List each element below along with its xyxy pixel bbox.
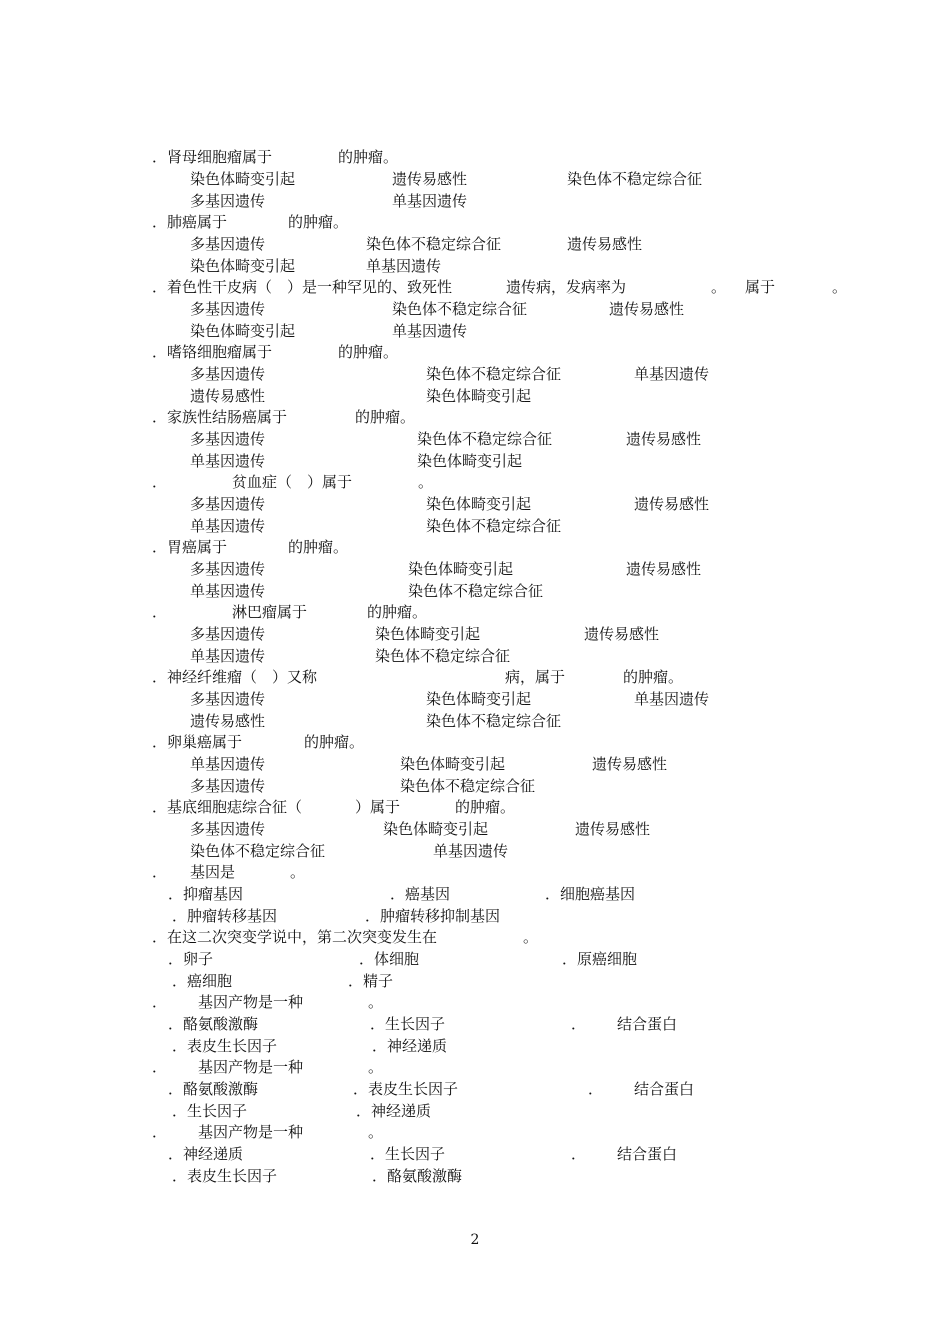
text-segment: 单基因遗传 bbox=[392, 322, 468, 340]
text-segment: 贫血症（ ）属于 bbox=[232, 473, 353, 491]
text-segment: ．抑瘤基因 bbox=[168, 885, 244, 903]
text-segment: 染色体不稳定综合征 bbox=[366, 235, 502, 253]
text-segment: ．肿瘤转移基因 bbox=[172, 907, 278, 925]
text-segment: 染色体畸变引起 bbox=[408, 560, 514, 578]
text-segment: ． bbox=[152, 993, 168, 1011]
text-segment: 单基因遗传 bbox=[366, 257, 442, 275]
text-line bbox=[0, 710, 950, 732]
text-segment: 染色体不稳定综合征 bbox=[408, 582, 544, 600]
text-line bbox=[0, 341, 950, 363]
text-line bbox=[0, 146, 950, 168]
text-segment: 多基因遗传 bbox=[190, 365, 266, 383]
text-line bbox=[0, 428, 950, 450]
text-segment: ．肾母细胞瘤属于 bbox=[152, 148, 273, 166]
text-line bbox=[0, 688, 950, 710]
text-segment: 基因产物是一种 bbox=[198, 1058, 304, 1076]
text-line bbox=[0, 753, 950, 775]
text-segment: 单基因遗传 bbox=[190, 517, 266, 535]
text-segment: 单基因遗传 bbox=[634, 365, 710, 383]
text-segment: ）属于 bbox=[355, 798, 401, 816]
text-segment: 的肿瘤。 bbox=[367, 603, 428, 621]
text-line bbox=[0, 471, 950, 493]
text-segment: 。 bbox=[418, 473, 434, 491]
text-segment: 结合蛋白 bbox=[617, 1145, 678, 1163]
text-segment: 。 bbox=[711, 278, 727, 296]
text-segment: 遗传易感性 bbox=[609, 300, 685, 318]
text-line bbox=[0, 255, 950, 277]
text-segment: ．卵巢癌属于 bbox=[152, 733, 243, 751]
text-segment: 的肿瘤。 bbox=[288, 538, 349, 556]
text-segment: 多基因遗传 bbox=[190, 495, 266, 513]
text-line bbox=[0, 320, 950, 342]
text-line bbox=[0, 233, 950, 255]
text-segment: 结合蛋白 bbox=[617, 1015, 678, 1033]
text-segment: 的肿瘤。 bbox=[338, 343, 399, 361]
text-line bbox=[0, 1100, 950, 1122]
text-segment: ．嗜铬细胞瘤属于 bbox=[152, 343, 273, 361]
text-segment: 染色体畸变引起 bbox=[426, 387, 532, 405]
text-segment: 遗传易感性 bbox=[567, 235, 643, 253]
text-line bbox=[0, 493, 950, 515]
text-line bbox=[0, 731, 950, 753]
text-line bbox=[0, 1013, 950, 1035]
text-segment: ．神经纤维瘤（ ）又称 bbox=[152, 668, 318, 686]
text-line bbox=[0, 1143, 950, 1165]
text-segment: 的肿瘤。 bbox=[288, 213, 349, 231]
text-segment: 染色体不稳定综合征 bbox=[426, 712, 562, 730]
text-segment: 单基因遗传 bbox=[190, 647, 266, 665]
text-segment: 遗传易感性 bbox=[592, 755, 668, 773]
text-line bbox=[0, 1056, 950, 1078]
text-line bbox=[0, 861, 950, 883]
text-line bbox=[0, 515, 950, 537]
text-segment: ． bbox=[152, 473, 168, 491]
text-line bbox=[0, 363, 950, 385]
text-line bbox=[0, 1121, 950, 1143]
text-line bbox=[0, 796, 950, 818]
text-segment: 遗传易感性 bbox=[190, 712, 266, 730]
text-segment: ．癌细胞 bbox=[172, 972, 233, 990]
text-segment: 染色体畸变引起 bbox=[190, 170, 296, 188]
text-segment: 。 bbox=[290, 863, 306, 881]
text-segment: ． bbox=[152, 1123, 168, 1141]
text-segment: 结合蛋白 bbox=[634, 1080, 695, 1098]
text-segment: 病，属于 bbox=[505, 668, 566, 686]
text-segment: 遗传易感性 bbox=[634, 495, 710, 513]
text-segment: 染色体畸变引起 bbox=[400, 755, 506, 773]
text-line bbox=[0, 276, 950, 298]
text-segment: ．表皮生长因子 bbox=[172, 1037, 278, 1055]
text-segment: 的肿瘤。 bbox=[304, 733, 365, 751]
text-segment: 染色体畸变引起 bbox=[426, 690, 532, 708]
text-segment: ．生长因子 bbox=[370, 1015, 446, 1033]
text-segment: 多基因遗传 bbox=[190, 235, 266, 253]
text-line bbox=[0, 580, 950, 602]
text-segment: 基因是 bbox=[190, 863, 236, 881]
text-segment: 遗传易感性 bbox=[575, 820, 651, 838]
text-segment: 染色体不稳定综合征 bbox=[392, 300, 528, 318]
text-segment: ．在这二次突变学说中，第二次突变发生在 bbox=[152, 928, 438, 946]
text-segment: 单基因遗传 bbox=[190, 452, 266, 470]
text-segment: 基因产物是一种 bbox=[198, 1123, 304, 1141]
text-segment: 的肿瘤。 bbox=[455, 798, 516, 816]
text-segment: ．基底细胞痣综合征（ bbox=[152, 798, 303, 816]
text-line bbox=[0, 558, 950, 580]
text-segment: 染色体不稳定综合征 bbox=[426, 365, 562, 383]
text-segment: ．细胞癌基因 bbox=[545, 885, 636, 903]
text-segment: 染色体畸变引起 bbox=[190, 257, 296, 275]
text-line bbox=[0, 298, 950, 320]
text-line bbox=[0, 406, 950, 428]
text-segment: 属于 bbox=[745, 278, 776, 296]
text-segment: 遗传易感性 bbox=[392, 170, 468, 188]
text-segment: 染色体畸变引起 bbox=[426, 495, 532, 513]
text-line bbox=[0, 926, 950, 948]
text-line bbox=[0, 883, 950, 905]
text-segment: 。 bbox=[368, 993, 384, 1011]
text-segment: ．生长因子 bbox=[172, 1102, 248, 1120]
text-segment: ． bbox=[588, 1080, 604, 1098]
text-line bbox=[0, 190, 950, 212]
text-line bbox=[0, 623, 950, 645]
text-segment: 多基因遗传 bbox=[190, 820, 266, 838]
text-line bbox=[0, 168, 950, 190]
text-segment: ．原癌细胞 bbox=[562, 950, 638, 968]
text-segment: 单基因遗传 bbox=[433, 842, 509, 860]
text-segment: 的肿瘤。 bbox=[623, 668, 684, 686]
text-segment: ．肺癌属于 bbox=[152, 213, 228, 231]
text-segment: ．神经递质 bbox=[168, 1145, 244, 1163]
text-line bbox=[0, 601, 950, 623]
text-segment: 染色体不稳定综合征 bbox=[375, 647, 511, 665]
text-segment: 多基因遗传 bbox=[190, 192, 266, 210]
text-segment: 染色体不稳定综合征 bbox=[567, 170, 703, 188]
text-line bbox=[0, 536, 950, 558]
text-segment: ． bbox=[152, 1058, 168, 1076]
text-segment: 多基因遗传 bbox=[190, 560, 266, 578]
text-segment: 多基因遗传 bbox=[190, 300, 266, 318]
text-line bbox=[0, 818, 950, 840]
text-segment: 染色体不稳定综合征 bbox=[426, 517, 562, 535]
text-segment: ． bbox=[152, 603, 168, 621]
text-segment: 。 bbox=[368, 1123, 384, 1141]
text-segment: 遗传易感性 bbox=[190, 387, 266, 405]
text-segment: 单基因遗传 bbox=[190, 582, 266, 600]
text-segment: ．神经递质 bbox=[356, 1102, 432, 1120]
text-segment: ．家族性结肠癌属于 bbox=[152, 408, 288, 426]
text-segment: 染色体不稳定综合征 bbox=[400, 777, 536, 795]
text-line bbox=[0, 905, 950, 927]
text-segment: ．精子 bbox=[348, 972, 394, 990]
text-segment: 淋巴瘤属于 bbox=[232, 603, 308, 621]
text-segment: ．酪氨酸激酶 bbox=[168, 1080, 259, 1098]
text-line bbox=[0, 775, 950, 797]
text-segment: 单基因遗传 bbox=[392, 192, 468, 210]
text-segment: 单基因遗传 bbox=[190, 755, 266, 773]
text-line bbox=[0, 211, 950, 233]
text-segment: ．酪氨酸激酶 bbox=[372, 1167, 463, 1185]
text-segment: 遗传易感性 bbox=[626, 560, 702, 578]
text-segment: 的肿瘤。 bbox=[338, 148, 399, 166]
text-segment: 染色体畸变引起 bbox=[417, 452, 523, 470]
text-segment: 遗传易感性 bbox=[584, 625, 660, 643]
text-segment: 多基因遗传 bbox=[190, 625, 266, 643]
text-segment: ． bbox=[571, 1145, 587, 1163]
text-line bbox=[0, 385, 950, 407]
text-segment: 多基因遗传 bbox=[190, 690, 266, 708]
text-segment: ． bbox=[152, 863, 168, 881]
text-segment: ．体细胞 bbox=[359, 950, 420, 968]
text-line bbox=[0, 1078, 950, 1100]
text-segment: 。 bbox=[832, 278, 848, 296]
text-line bbox=[0, 1035, 950, 1057]
text-segment: ．卵子 bbox=[168, 950, 214, 968]
text-line bbox=[0, 1165, 950, 1187]
text-line bbox=[0, 948, 950, 970]
text-line bbox=[0, 645, 950, 667]
text-segment: ．酪氨酸激酶 bbox=[168, 1015, 259, 1033]
text-segment: ． bbox=[571, 1015, 587, 1033]
text-segment: 染色体畸变引起 bbox=[190, 322, 296, 340]
text-line bbox=[0, 450, 950, 472]
text-segment: ．癌基因 bbox=[390, 885, 451, 903]
text-segment: ．肿瘤转移抑制基因 bbox=[365, 907, 501, 925]
text-segment: 多基因遗传 bbox=[190, 777, 266, 795]
text-segment: 遗传病，发病率为 bbox=[506, 278, 627, 296]
text-line bbox=[0, 840, 950, 862]
text-segment: 遗传易感性 bbox=[626, 430, 702, 448]
text-segment: ．着色性干皮病（ ）是一种罕见的、致死性 bbox=[152, 278, 453, 296]
text-segment: ．表皮生长因子 bbox=[172, 1167, 278, 1185]
text-segment: 染色体畸变引起 bbox=[375, 625, 481, 643]
text-segment: ．表皮生长因子 bbox=[353, 1080, 459, 1098]
text-segment: ．生长因子 bbox=[370, 1145, 446, 1163]
text-segment: 基因产物是一种 bbox=[198, 993, 304, 1011]
text-segment: 多基因遗传 bbox=[190, 430, 266, 448]
text-line bbox=[0, 666, 950, 688]
text-line bbox=[0, 970, 950, 992]
text-segment: 染色体不稳定综合征 bbox=[417, 430, 553, 448]
text-segment: 的肿瘤。 bbox=[355, 408, 416, 426]
text-line bbox=[0, 991, 950, 1013]
text-segment: ．胃癌属于 bbox=[152, 538, 228, 556]
text-segment: 染色体畸变引起 bbox=[383, 820, 489, 838]
text-segment: 单基因遗传 bbox=[634, 690, 710, 708]
page-number: 2 bbox=[470, 1232, 480, 1248]
text-segment: 。 bbox=[368, 1058, 384, 1076]
text-segment: ．神经递质 bbox=[372, 1037, 448, 1055]
text-segment: 。 bbox=[523, 928, 539, 946]
text-segment: 染色体不稳定综合征 bbox=[190, 842, 326, 860]
